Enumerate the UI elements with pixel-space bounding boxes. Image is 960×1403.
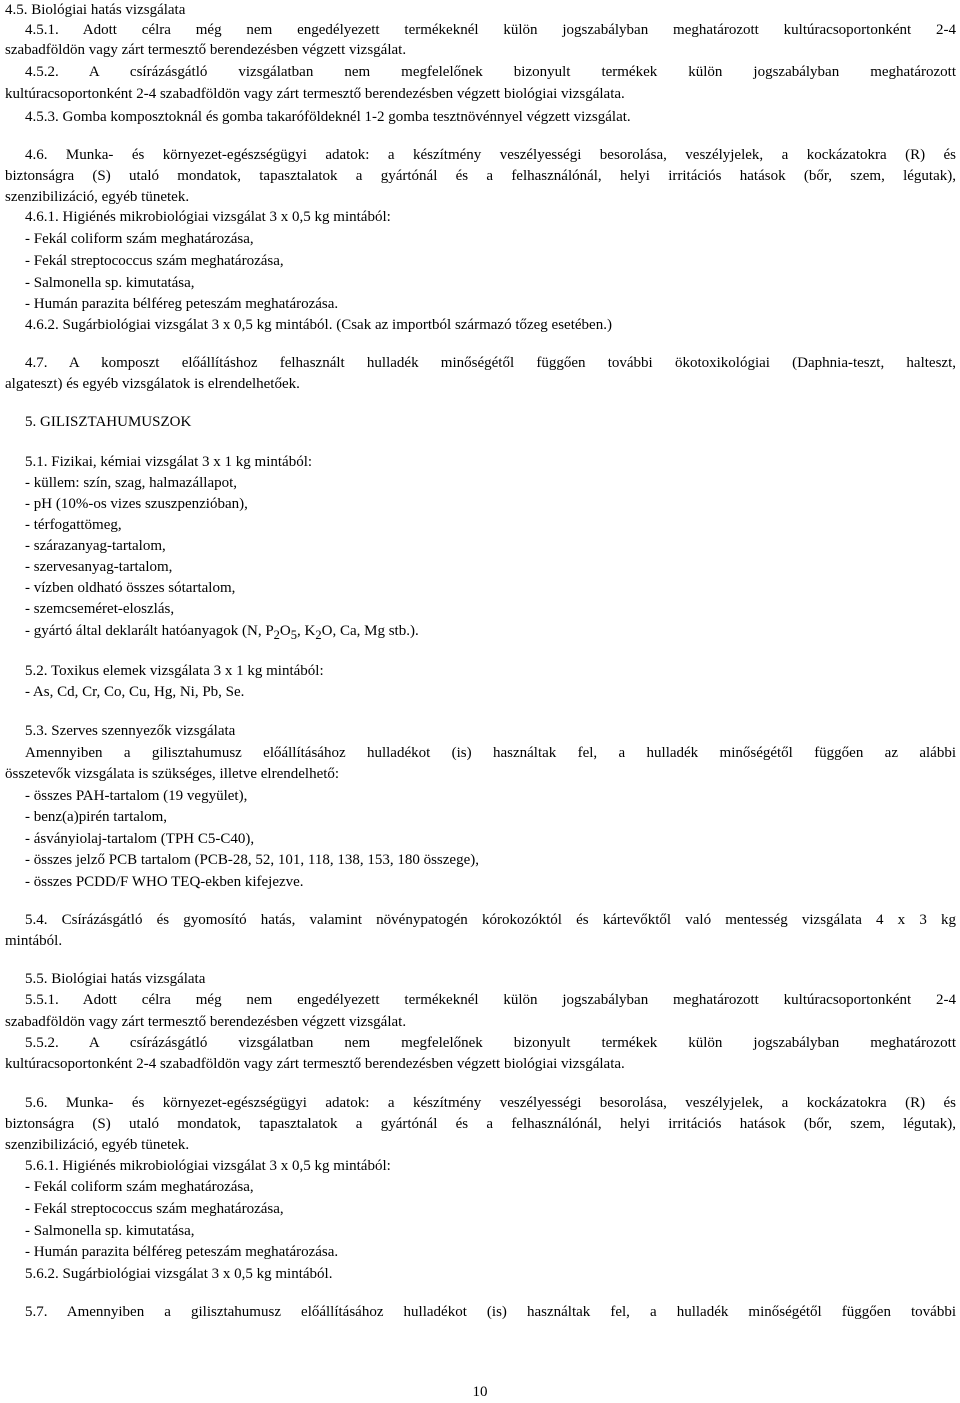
paragraph-line: szabadföldön vagy zárt termesztő berendezésben végzett vizsgálat. (5, 1014, 407, 1030)
paragraph-line: 5.6. Munka- és környezet-egészségügyi adatok: a készítmény veszélyességi besorolása, veszélyjelek, a kockázatokra (R) és (25, 1095, 956, 1111)
paragraph-line: biztonságra (S) utaló mondatok, tapasztalatok a gyártónál és a felhasználónál, helyi irritációs hatások (bőr, szem, légutak), (5, 1116, 956, 1132)
list-item: - Fekál coliform szám meghatározása, (25, 231, 254, 247)
paragraph-line: 4.5.3. Gomba komposztoknál és gomba takaróföldeknél 1-2 gomba tesztnövénnyel végzett vizsgálat. (25, 109, 631, 125)
list-item: - szárazanyag-tartalom, (25, 538, 166, 554)
list-item-text: O (279, 623, 291, 639)
paragraph-line: szenzibilizáció, egyéb tünetek. (5, 1137, 190, 1153)
list-item: - benz(a)pirén tartalom, (25, 809, 168, 825)
list-item: - vízben oldható összes sótartalom, (25, 580, 236, 596)
paragraph-line: 4.6. Munka- és környezet-egészségügyi adatok: a készítmény veszélyességi besorolása, veszélyjelek, a kockázatokra (R) és (25, 147, 956, 163)
list-item: - szervesanyag-tartalom, (25, 559, 173, 575)
list-item: - Fekál coliform szám meghatározása, (25, 1179, 254, 1195)
section-heading-4-5: 4.5. Biológiai hatás vizsgálata (5, 2, 186, 18)
subsection-heading: 5.2. Toxikus elemek vizsgálata 3 x 1 kg mintából: (25, 663, 324, 679)
paragraph-line: 5.5.1. Adott célra még nem engedélyezett termékeknél külön jogszabályban meghatározott kultúracsoportonként 2-4 (25, 992, 956, 1008)
subsection-heading: 5.5. Biológiai hatás vizsgálata (25, 971, 206, 987)
list-item: - Fekál streptococcus szám meghatározása, (25, 253, 284, 269)
list-item: - összes PAH-tartalom (19 vegyület), (25, 788, 248, 804)
list-item: - Humán parazita bélféreg peteszám meghatározása. (25, 296, 339, 312)
page-number: 10 (472, 1384, 488, 1400)
section-heading-5: 5. GILISZTAHUMUSZOK (25, 414, 192, 430)
paragraph-line: 4.7. A komposzt előállításhoz felhasznált hulladék minőségétől függően további ökotoxikológiai (Daphnia-teszt, halteszt, (25, 355, 956, 371)
list-item: - Humán parazita bélféreg peteszám meghatározása. (25, 1244, 339, 1260)
list-item: - összes jelző PCB tartalom (PCB-28, 52, 101, 118, 138, 153, 180 összege), (25, 852, 479, 868)
subsection-heading: 4.6.1. Higiénés mikrobiológiai vizsgálat 3 x 0,5 kg mintából: (25, 209, 391, 225)
subscript: 2 (273, 628, 280, 642)
paragraph-line: 5.7. Amennyiben a gilisztahumusz előállításához hulladékot (is) használtak fel, a hulladék minőségétől függően további (25, 1304, 956, 1320)
paragraph-line: 4.6.2. Sugárbiológiai vizsgálat 3 x 0,5 kg mintából. (Csak az importból származó tőzeg esetében.) (25, 317, 612, 333)
list-item: - összes PCDD/F WHO TEQ-ekben kifejezve. (25, 874, 304, 890)
list-item: - térfogattömeg, (25, 517, 122, 533)
list-item: - pH (10%-os vizes szuszpenzióban), (25, 496, 248, 512)
paragraph-line: Amennyiben a gilisztahumusz előállításához hulladékot (is) használtak fel, a hulladék minőségétől függően az alábbi (25, 745, 956, 761)
subscript: 5 (290, 628, 298, 642)
subsection-heading: 5.1. Fizikai, kémiai vizsgálat 3 x 1 kg mintából: (25, 454, 313, 470)
list-item: - Salmonella sp. kimutatása, (25, 1223, 195, 1239)
paragraph-line: összetevők vizsgálata is szükséges, illetve elrendelhető: (5, 766, 340, 782)
list-item: - Fekál streptococcus szám meghatározása, (25, 1201, 284, 1217)
paragraph-line: 5.6.2. Sugárbiológiai vizsgálat 3 x 0,5 kg mintából. (25, 1266, 333, 1282)
paragraph-line: kultúracsoportonként 2-4 szabadföldön vagy zárt termesztő berendezésben végzett biológiai vizsgálata. (5, 86, 625, 102)
paragraph-line: szenzibilizáció, egyéb tünetek. (5, 189, 190, 205)
paragraph-line: szabadföldön vagy zárt termesztő berendezésben végzett vizsgálat. (5, 42, 407, 58)
list-item: - küllem: szín, szag, halmazállapot, (25, 475, 238, 491)
paragraph-line: 5.5.2. A csírázásgátló vizsgálatban nem megfelelőnek bizonyult termékek külön jogszabályban meghatározott (25, 1035, 956, 1051)
list-item: - Salmonella sp. kimutatása, (25, 275, 195, 291)
list-item: - szemcseméret-eloszlás, (25, 601, 175, 617)
paragraph-line: algateszt) és egyéb vizsgálatok is elrendelhetőek. (5, 376, 300, 392)
paragraph-line: 4.5.2. A csírázásgátló vizsgálatban nem megfelelőnek bizonyult termékek külön jogszabályban meghatározott (25, 64, 956, 80)
list-item: - As, Cd, Cr, Co, Cu, Hg, Ni, Pb, Se. (25, 684, 245, 700)
list-item (25, 621, 956, 641)
list-item-text: - gyártó által deklarált hatóanyagok (N, P (25, 623, 274, 639)
paragraph-line: biztonságra (S) utaló mondatok, tapasztalatok a gyártónál és a felhasználónál, helyi irritációs hatások (bőr, szem, légutak), (5, 168, 956, 184)
list-item-text: O, Ca, Mg stb.). (321, 623, 419, 639)
list-item: - ásványiolaj-tartalom (TPH C5-C40), (25, 831, 255, 847)
paragraph-line: mintából. (5, 933, 63, 949)
subsection-heading: 5.6.1. Higiénés mikrobiológiai vizsgálat 3 x 0,5 kg mintából: (25, 1158, 391, 1174)
paragraph-line: 4.5.1. Adott célra még nem engedélyezett termékeknél külön jogszabályban meghatározott kultúracsoportonként 2-4 (25, 22, 956, 38)
list-item-text: , K (297, 623, 316, 639)
paragraph-line: 5.4. Csírázásgátló és gyomosító hatás, valamint növénypatogén kórokozóktól és kártevőktől való mentesség vizsgálata 4 x 3 kg (25, 912, 956, 928)
subsection-heading: 5.3. Szerves szennyezők vizsgálata (25, 723, 236, 739)
subscript: 2 (315, 628, 322, 642)
paragraph-line: kultúracsoportonként 2-4 szabadföldön vagy zárt termesztő berendezésben végzett biológiai vizsgálata. (5, 1056, 625, 1072)
